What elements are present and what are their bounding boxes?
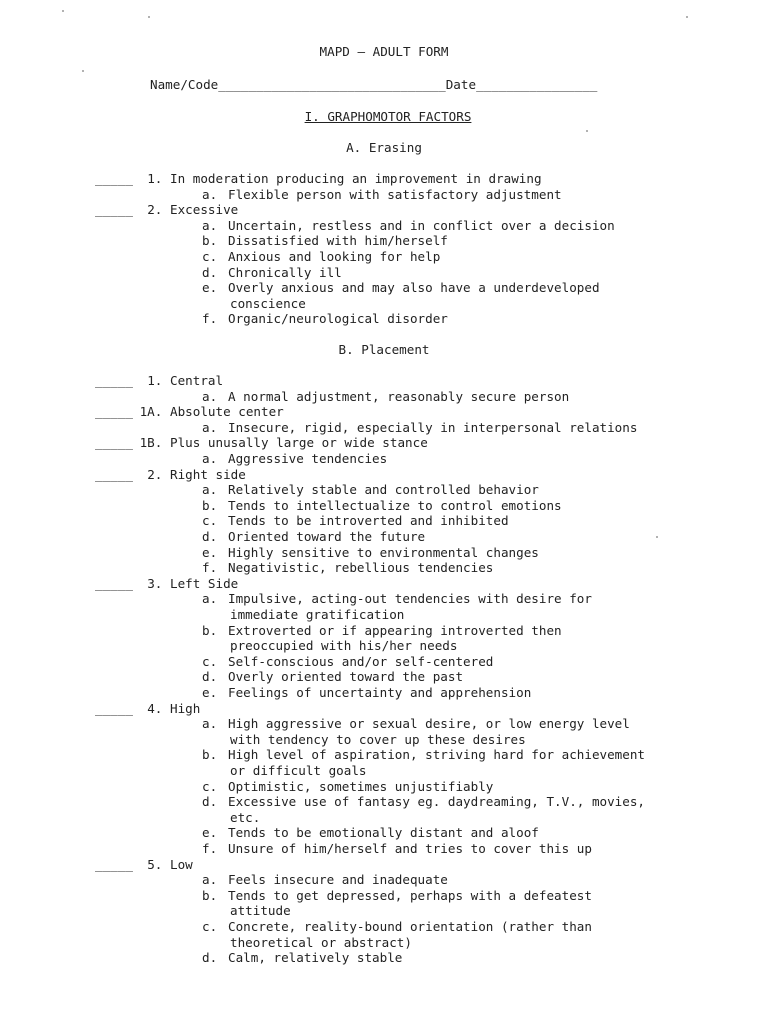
answer-blank[interactable]: _____: [95, 373, 133, 388]
sub-item-letter: c.: [202, 513, 218, 529]
scan-speck: [148, 16, 150, 18]
sub-item-letter: c.: [202, 653, 218, 669]
sub-item-continuation: conscience: [230, 295, 306, 311]
sub-item-letter: d.: [202, 950, 218, 966]
item-label: Left Side: [170, 575, 239, 591]
sub-item-text: Organic/neurological disorder: [228, 311, 448, 327]
sub-item-text: Insecure, rigid, especially in interpersonal relations: [228, 419, 638, 435]
sub-item-letter: d.: [202, 669, 218, 685]
sub-item-letter: a.: [202, 217, 218, 233]
answer-blank[interactable]: _____: [95, 575, 133, 591]
name-date-line: [150, 77, 597, 93]
item-number: 1.: [147, 373, 163, 388]
sub-item-letter: a.: [202, 388, 218, 404]
answer-blank[interactable]: _____: [95, 171, 133, 186]
sub-item-text: Aggressive tendencies: [228, 451, 388, 466]
sub-item-continuation: immediate gratification: [230, 607, 405, 622]
sub-item-text: Excessive use of fantasy eg. daydreaming, T.V., movies,: [228, 794, 646, 810]
sub-item-text: Anxious and looking for help: [228, 249, 441, 264]
sub-item-continuation: or difficult goals: [230, 763, 367, 778]
item-number: 3.: [147, 575, 163, 591]
form-title: MAPD — ADULT FORM: [319, 44, 449, 59]
answer-blank[interactable]: _____: [95, 404, 133, 420]
sub-item-text: Unsure of him/herself and tries to cover this up: [228, 841, 592, 856]
sub-item-text: Extroverted or if appearing introverted then: [228, 622, 562, 638]
sub-item-text: Optimistic, sometimes unjustifiably: [228, 778, 494, 794]
sub-item-letter: d.: [202, 529, 218, 544]
name-label: Name/Code: [150, 77, 219, 92]
sub-item-letter: a.: [202, 482, 218, 498]
sub-item-text: High level of aspiration, striving hard for achievement: [228, 747, 646, 763]
sub-item-letter: b.: [202, 233, 218, 249]
sub-item-continuation: theoretical or abstract): [230, 934, 412, 950]
sub-item-continuation: attitude: [230, 903, 291, 919]
item-number: 2.: [147, 466, 163, 482]
sub-item-text: High aggressive or sexual desire, or low energy level: [228, 716, 630, 732]
sub-item-letter: b.: [202, 497, 218, 513]
item-label: Low: [170, 856, 193, 872]
sub-item-text: Highly sensitive to environmental changes: [228, 544, 539, 560]
sub-item-text: Tends to get depressed, perhaps with a defeatest: [228, 887, 592, 903]
sub-item-text: Negativistic, rebellious tendencies: [228, 560, 494, 576]
scan-speck: [62, 10, 64, 12]
sub-item-text: Feelings of uncertainty and apprehension: [228, 685, 532, 700]
sub-item-letter: c.: [202, 778, 218, 794]
sub-item-letter: e.: [202, 280, 218, 296]
item-number: 1A.: [139, 404, 163, 420]
sub-item-letter: d.: [202, 264, 218, 280]
sub-item-text: Tends to intellectualize to control emotions: [228, 497, 562, 513]
item-number: 2.: [147, 202, 163, 218]
answer-blank[interactable]: _____: [95, 202, 133, 218]
sub-item-continuation: preoccupied with his/her needs: [230, 638, 458, 654]
item-label: Central: [170, 373, 224, 388]
answer-blank[interactable]: _____: [95, 466, 133, 482]
item-label: Plus unusally large or wide stance: [170, 435, 428, 451]
sub-item-letter: a.: [202, 451, 218, 466]
sub-item-text: Uncertain, restless and in conflict over a decision: [228, 217, 615, 233]
sub-item-text: Calm, relatively stable: [228, 950, 403, 966]
sub-item-text: Tends to be introverted and inhibited: [228, 513, 509, 529]
sub-item-text: Impulsive, acting-out tendencies with desire for: [228, 591, 592, 607]
sub-item-continuation: etc.: [230, 809, 261, 825]
sub-item-text: Dissatisfied with him/herself: [228, 233, 448, 249]
scan-speck: [586, 130, 588, 132]
sub-item-text: Concrete, reality-bound orientation (rather than: [228, 919, 592, 934]
sub-item-text: Overly anxious and may also have a underdeveloped: [228, 280, 600, 296]
item-label: In moderation producing an improvement in drawing: [170, 171, 542, 186]
sub-item-letter: b.: [202, 747, 218, 763]
sub-item-text: A normal adjustment, reasonably secure person: [228, 388, 570, 404]
sub-item-letter: e.: [202, 544, 218, 560]
sub-item-letter: f.: [202, 311, 218, 327]
scan-speck: [656, 536, 658, 538]
sub-item-letter: f.: [202, 841, 218, 856]
answer-blank[interactable]: _____: [95, 700, 133, 716]
sub-item-text: Flexible person with satisfactory adjustment: [228, 186, 562, 202]
sub-item-letter: e.: [202, 825, 218, 841]
sub-item-text: Self-conscious and/or self-centered: [228, 653, 494, 669]
placement-heading: B. Placement: [338, 342, 430, 357]
sub-item-text: Oriented toward the future: [228, 529, 426, 544]
sub-item-text: Relatively stable and controlled behavior: [228, 482, 539, 498]
answer-blank[interactable]: _____: [95, 435, 133, 451]
sub-item-letter: c.: [202, 919, 218, 934]
item-number: 1B.: [139, 435, 163, 451]
section-heading: I. GRAPHOMOTOR FACTORS: [304, 109, 472, 124]
sub-item-text: Feels insecure and inadequate: [228, 872, 448, 888]
sub-item-letter: b.: [202, 887, 218, 903]
item-number: 5.: [147, 856, 163, 872]
item-label: High: [170, 700, 201, 716]
sub-item-letter: f.: [202, 560, 218, 576]
sub-item-letter: b.: [202, 622, 218, 638]
item-label: Absolute center: [170, 404, 284, 420]
sub-item-letter: a.: [202, 419, 218, 435]
scan-speck: [82, 70, 84, 72]
item-label: Excessive: [170, 202, 239, 218]
sub-item-letter: a.: [202, 591, 218, 607]
name-blank[interactable]: ______________________________: [218, 77, 446, 92]
date-label: Date: [445, 77, 477, 92]
sub-item-text: Tends to be emotionally distant and aloof: [228, 825, 539, 841]
sub-item-letter: e.: [202, 685, 218, 700]
answer-blank[interactable]: _____: [95, 856, 133, 872]
item-number: 1.: [147, 171, 163, 186]
sub-item-text: Overly oriented toward the past: [228, 669, 464, 685]
sub-item-continuation: with tendency to cover up these desires: [230, 731, 526, 747]
item-label: Right side: [170, 466, 246, 482]
sub-item-letter: d.: [202, 794, 218, 810]
sub-item-letter: a.: [202, 716, 218, 732]
erasing-heading: A. Erasing: [346, 140, 422, 155]
sub-item-letter: c.: [202, 249, 218, 264]
sub-item-letter: a.: [202, 186, 218, 202]
scan-speck: [686, 16, 688, 18]
item-number: 4.: [147, 700, 163, 716]
sub-item-letter: a.: [202, 872, 218, 888]
sub-item-text: Chronically ill: [228, 264, 342, 280]
date-blank[interactable]: ________________: [476, 77, 598, 92]
